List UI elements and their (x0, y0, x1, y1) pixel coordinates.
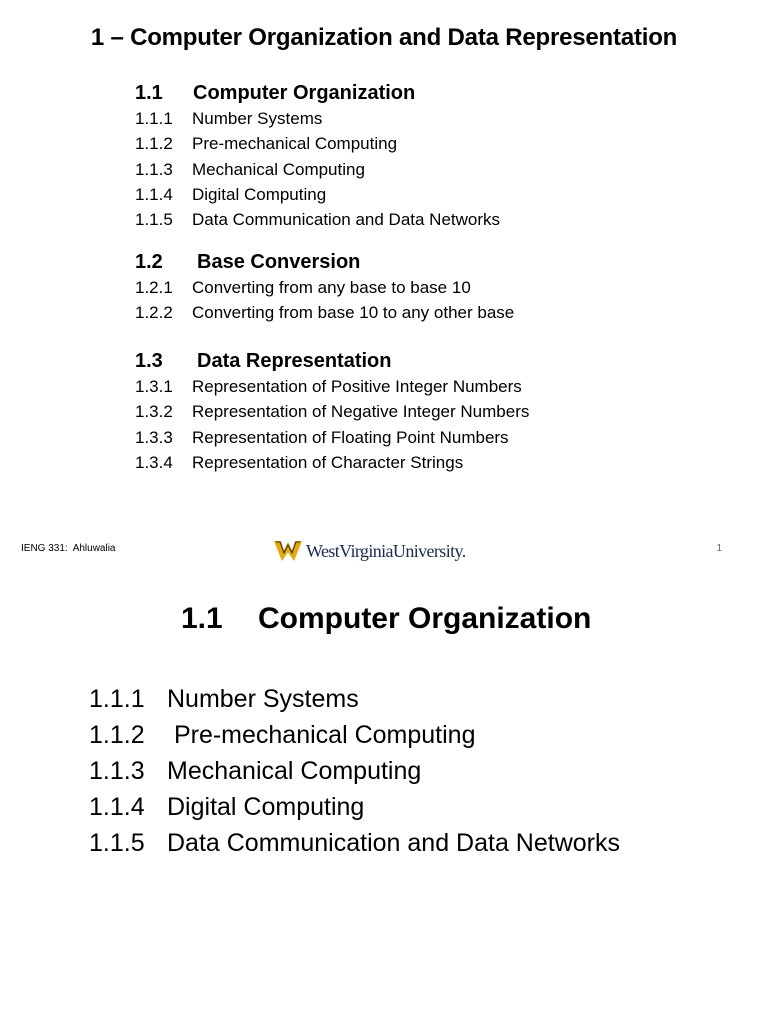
item-label: Number Systems (167, 685, 359, 713)
item-label: Pre-mechanical Computing (192, 134, 398, 154)
university-logo (273, 536, 466, 566)
list-item (135, 207, 500, 232)
section-1-2 (135, 249, 514, 326)
section-number: 1.1 (135, 82, 163, 104)
item-label: Converting from base 10 to any other base (192, 303, 515, 323)
section-1-3 (135, 348, 529, 475)
list-item (89, 753, 620, 789)
list-item (89, 717, 620, 753)
section-title: Computer Organization (193, 82, 416, 104)
list-item (135, 275, 514, 300)
item-label: Mechanical Computing (167, 757, 422, 785)
item-number: 1.3.4 (135, 452, 173, 472)
item-label: Digital Computing (192, 184, 327, 204)
list-item (135, 450, 529, 475)
wv-logo-icon (273, 537, 303, 565)
item-label: Representation of Floating Point Numbers (192, 427, 509, 447)
item-label: Converting from any base to base 10 (192, 278, 471, 297)
list-item (135, 300, 514, 325)
topic-list (89, 681, 620, 861)
item-label: Number Systems (192, 109, 323, 128)
slide-2 (0, 572, 768, 1024)
item-number: 1.2.2 (135, 303, 173, 323)
list-item (135, 157, 500, 182)
item-label: Data Communication and Data Networks (192, 210, 501, 230)
section-title: Base Conversion (197, 251, 361, 273)
item-number: 1.1.1 (135, 109, 173, 128)
item-number: 1.1.2 (89, 721, 145, 749)
section-1-1 (135, 80, 500, 232)
list-item (135, 131, 500, 156)
item-number: 1.3.2 (135, 402, 173, 422)
item-number: 1.3.3 (135, 427, 173, 447)
section-number: 1.2 (135, 251, 163, 273)
section-heading (135, 249, 514, 275)
list-item (89, 681, 620, 717)
list-item (89, 789, 620, 825)
item-number: 1.1.4 (135, 184, 173, 204)
item-number: 1.1.3 (135, 159, 173, 179)
item-label: Data Communication and Data Networks (167, 829, 620, 857)
page-number: 1 (716, 543, 722, 554)
item-label: Digital Computing (167, 793, 365, 821)
item-number: 1.1.1 (89, 685, 145, 713)
slide-title (181, 602, 591, 636)
item-number: 1.3.1 (135, 377, 173, 396)
item-label: Pre-mechanical Computing (167, 721, 476, 749)
item-number: 1.1.2 (135, 134, 173, 154)
list-item (135, 399, 529, 424)
item-number: 1.2.1 (135, 278, 173, 297)
item-label: Representation of Negative Integer Numbers (192, 402, 530, 422)
item-number: 1.1.3 (89, 757, 145, 785)
section-heading (135, 80, 500, 106)
item-number: 1.1.5 (89, 829, 145, 857)
list-item (89, 825, 620, 861)
section-title: Data Representation (197, 350, 392, 372)
list-item (135, 106, 500, 131)
slide-title-number: 1.1 (181, 602, 223, 635)
item-number: 1.1.4 (89, 793, 145, 821)
footer-course: IENG 331: Ahluwalia (21, 543, 116, 554)
section-heading (135, 348, 529, 374)
item-label: Representation of Positive Integer Numbers (192, 377, 522, 396)
page-title: 1 – Computer Organization and Data Representation (90, 24, 678, 51)
slide-title-text: Computer Organization (258, 602, 592, 635)
logo-wordmark: WestVirginiaUniversity. (306, 540, 466, 561)
list-item (135, 374, 529, 399)
item-label: Representation of Character Strings (192, 452, 464, 472)
item-number: 1.1.5 (135, 210, 173, 230)
item-label: Mechanical Computing (192, 159, 365, 179)
list-item (135, 182, 500, 207)
section-number: 1.3 (135, 350, 163, 372)
list-item (135, 425, 529, 450)
